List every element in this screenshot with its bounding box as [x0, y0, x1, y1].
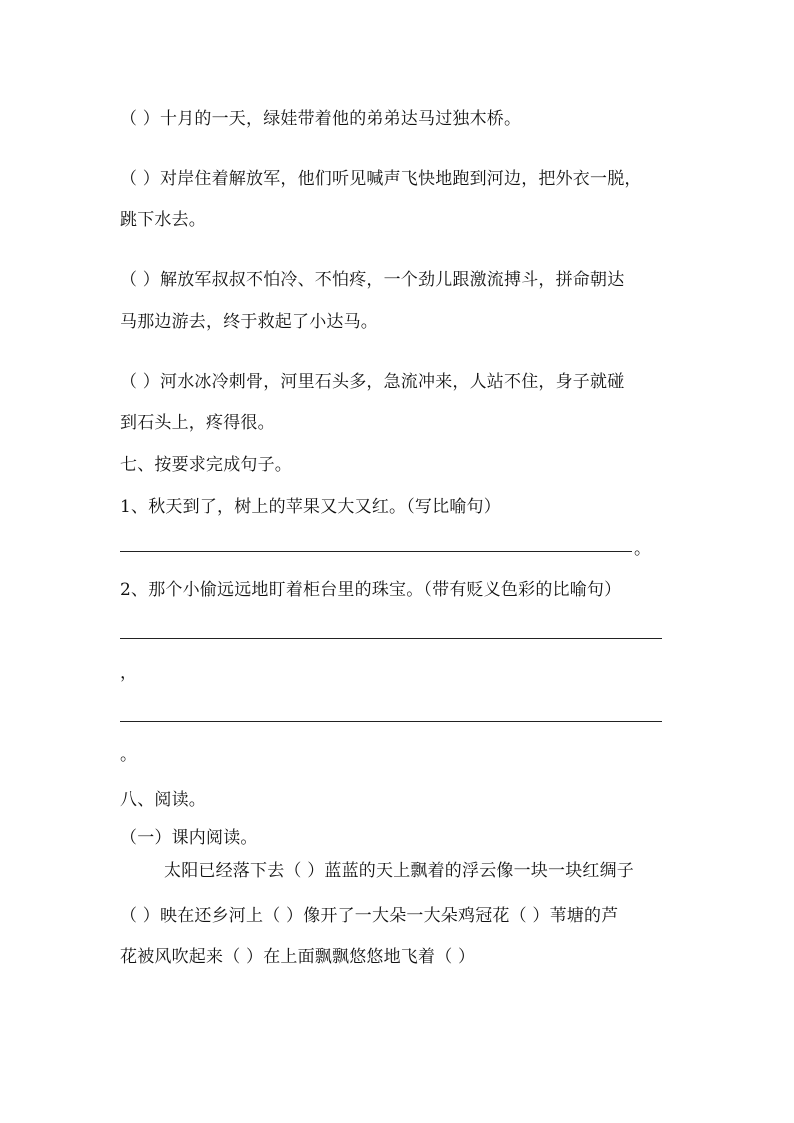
ordering-item-4-cont: 到石头上，疼得很。: [120, 413, 275, 433]
answer-line-2-comma: ，: [120, 663, 138, 683]
passage-line-1: 太阳已经落下去（ ）蓝蓝的天上飘着的浮云像一块一块红绸子: [164, 861, 635, 881]
ordering-item-3: （ ）解放军叔叔不怕冷、不怕疼，一个劲儿跟激流搏斗，拼命朝达: [120, 270, 625, 290]
answer-line-1-period: 。: [634, 539, 652, 559]
question-1: 1、秋天到了，树上的苹果又大又红。（写比喻句）: [120, 497, 501, 517]
ordering-item-2-cont: 跳下水去。: [120, 210, 206, 230]
ordering-item-4: （ ）河水冰冷刺骨，河里石头多，急流冲来，人站不住，身子就碰: [120, 372, 625, 392]
section-8-subtitle: （一）课内阅读。: [120, 828, 258, 848]
section-7-title: 七、按要求完成句子。: [120, 455, 292, 475]
answer-line-2[interactable]: [120, 638, 662, 639]
ordering-item-2: （ ）对岸住着解放军，他们听见喊声飞快地跑到河边，把外衣一脱，: [120, 169, 642, 189]
answer-line-3-period: 。: [120, 745, 138, 765]
passage-line-2: （ ）映在还乡河上（ ）像开了一大朵一大朵鸡冠花（ ）苇塘的芦: [120, 906, 619, 926]
ordering-item-1: （ ）十月的一天，绿娃带着他的弟弟达马过独木桥。: [120, 109, 522, 129]
answer-line-1[interactable]: [120, 551, 632, 552]
section-8-title: 八、阅读。: [120, 790, 206, 810]
ordering-item-3-cont: 马那边游去，终于救起了小达马。: [120, 312, 378, 332]
passage-line-3: 花被风吹起来（ ）在上面飘飘悠悠地飞着（ ）: [120, 947, 476, 967]
question-2: 2、那个小偷远远地盯着柜台里的珠宝。（带有贬义色彩的比喻句）: [120, 580, 622, 600]
answer-line-3[interactable]: [120, 721, 662, 722]
